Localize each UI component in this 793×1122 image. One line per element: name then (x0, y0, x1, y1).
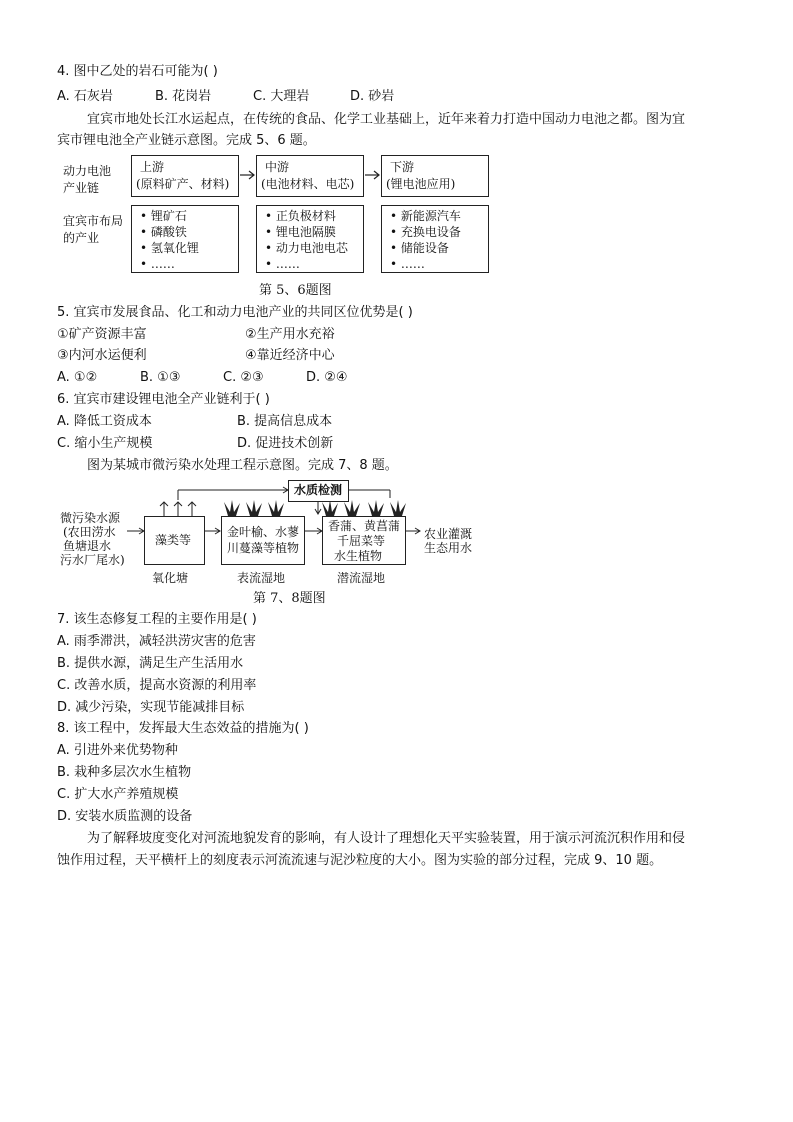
q6-option-d: D. 促进技术创新 (237, 436, 334, 451)
q5-choice-4: ④靠近经济中心 (245, 348, 335, 363)
figure-7-8-caption: 第 7、8题图 (253, 591, 326, 606)
q8-option-b: B. 栽种多层次水生植物 (57, 765, 192, 780)
midstream-item: • 动力电池电芯 (265, 241, 348, 255)
surface-wetland-content: 川蔓藻等植物 (227, 541, 300, 555)
midstream-title: 中游 (265, 160, 290, 174)
q8-option-a: A. 引进外来优势物种 (57, 743, 178, 758)
output-line: 农业灌溉 (424, 527, 473, 541)
q5-choice-1: ①矿产资源丰富 (57, 327, 147, 342)
row-label-yibin-2: 的产业 (63, 231, 100, 245)
figure-5-6-caption: 第 5、6题图 (259, 283, 332, 298)
row-label-chain-1: 动力电池 (63, 164, 112, 178)
q7-option-a: A. 雨季滞洪，减轻洪涝灾害的危害 (57, 634, 256, 649)
q5-stem: 5. 宜宾市发展食品、化工和动力电池产业的共同区位优势是( ) (57, 305, 413, 320)
subsurface-wetland-content: 水生植物 (334, 549, 383, 563)
q4-option-d: D. 砂岩 (350, 89, 395, 104)
q5-option-a: A. ①② (57, 370, 98, 385)
upstream-item: • 锂矿石 (140, 209, 187, 223)
q8-option-c: C. 扩大水产养殖规模 (57, 787, 179, 802)
row-label-chain-2: 产业链 (63, 181, 100, 195)
arrow-right-icon (364, 168, 382, 182)
q5-option-c: C. ②③ (223, 370, 264, 385)
midstream-item: • …… (265, 257, 300, 271)
arrow-right-icon (239, 168, 257, 182)
q8-option-d: D. 安装水质监测的设备 (57, 809, 193, 824)
q5-option-b: B. ①③ (140, 370, 181, 385)
q5-choice-2: ②生产用水充裕 (245, 327, 335, 342)
q5-option-d: D. ②④ (306, 370, 348, 385)
upstream-item: • …… (140, 257, 175, 271)
surface-wetland-content: 金叶榆、水蓼 (227, 525, 300, 539)
surface-wetland-box (221, 516, 305, 565)
downstream-item: • 新能源汽车 (390, 209, 461, 223)
q6-stem: 6. 宜宾市建设锂电池全产业链利于( ) (57, 392, 270, 407)
source-line: 鱼塘退水 (63, 539, 112, 553)
downstream-item: • 储能设备 (390, 241, 449, 255)
oxidation-pond-content: 藻类等 (155, 533, 192, 547)
upstream-items-box (131, 205, 239, 273)
q6-option-c: C. 缩小生产规模 (57, 436, 153, 451)
surface-wetland-label: 表流湿地 (237, 571, 286, 585)
midstream-item: • 锂电池隔膜 (265, 225, 336, 239)
row-label-yibin-1: 宜宾市布局 (63, 214, 124, 228)
source-line: (农田涝水 (63, 525, 116, 539)
downstream-title: 下游 (390, 160, 415, 174)
intro-9-10-line1: 为了解释坡度变化对河流地貌发育的影响，有人设计了理想化天平实验装置，用于演示河流沉积作用和侵 (87, 831, 686, 846)
midstream-subtitle: (电池材料、电芯) (261, 177, 355, 191)
subsurface-wetland-content: 香蒲、黄菖蒲 (328, 519, 401, 533)
downstream-item: • …… (390, 257, 425, 271)
downstream-item: • 充换电设备 (390, 225, 461, 239)
intro-5-6-line2: 宾市锂电池全产业链示意图。完成 5、6 题。 (57, 133, 316, 148)
upstream-subtitle: (原料矿产、材料) (136, 177, 230, 191)
midstream-box (256, 155, 364, 197)
q4-stem: 4. 图中乙处的岩石可能为( ) (57, 64, 218, 79)
q7-option-d: D. 减少污染，实现节能减排目标 (57, 700, 245, 715)
oxidation-pond-label: 氧化塘 (152, 571, 189, 585)
downstream-subtitle: (锂电池应用) (386, 177, 456, 191)
output-line: 生态用水 (424, 541, 473, 555)
oxidation-pond-box (144, 516, 205, 565)
q7-option-b: B. 提供水源，满足生产生活用水 (57, 656, 244, 671)
upstream-title: 上游 (140, 160, 165, 174)
q5-choice-3: ③内河水运便利 (57, 348, 147, 363)
q7-option-c: C. 改善水质，提高水资源的利用率 (57, 678, 257, 693)
q4-option-b: B. 花岗岩 (155, 89, 212, 104)
q4-option-a: A. 石灰岩 (57, 89, 113, 104)
q4-option-c: C. 大理岩 (253, 89, 310, 104)
source-line: 污水厂尾水) (60, 553, 125, 567)
source-line: 微污染水源 (60, 511, 121, 525)
upstream-item: • 氢氧化锂 (140, 241, 199, 255)
upstream-item: • 磷酸铁 (140, 225, 187, 239)
downstream-box (381, 155, 489, 197)
water-quality-monitor-box (288, 480, 349, 502)
downstream-items-box (381, 205, 489, 273)
q6-option-a: A. 降低工资成本 (57, 414, 152, 429)
intro-5-6-line1: 宜宾市地处长江水运起点，在传统的食品、化学工业基础上，近年来着力打造中国动力电池之都。图为宜 (87, 112, 686, 127)
q6-option-b: B. 提高信息成本 (237, 414, 333, 429)
midstream-item: • 正负极材料 (265, 209, 336, 223)
midstream-items-box (256, 205, 364, 273)
intro-9-10-line2: 蚀作用过程，天平横杆上的刻度表示河流流速与泥沙粒度的大小。图为实验的部分过程，完成 9、10 题。 (57, 853, 663, 868)
intro-7-8: 图为某城市微污染水处理工程示意图。完成 7、8 题。 (87, 458, 398, 473)
q8-stem: 8. 该工程中，发挥最大生态效益的措施为( ) (57, 721, 309, 736)
subsurface-wetland-label: 潜流湿地 (337, 571, 386, 585)
upstream-box (131, 155, 239, 197)
subsurface-wetland-box (322, 516, 406, 565)
water-quality-monitor-label: 水质检测 (294, 483, 343, 497)
subsurface-wetland-content: 千屈菜等 (337, 534, 386, 548)
q7-stem: 7. 该生态修复工程的主要作用是( ) (57, 612, 257, 627)
